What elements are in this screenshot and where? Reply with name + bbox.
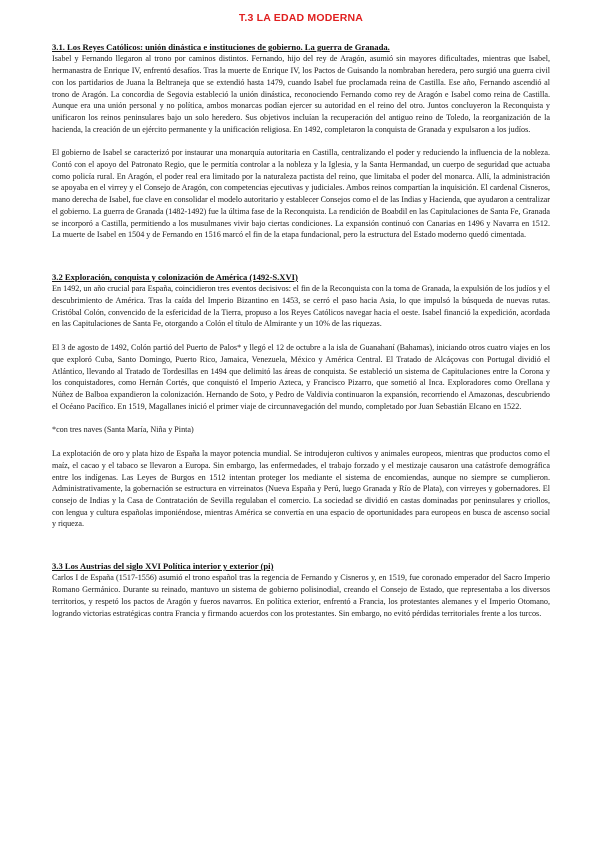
paragraph: El gobierno de Isabel se caracterizó por instaurar una monarquía autoritaria en Castilla, centralizando el poder y reduciendo la influencia de la nobleza. Contó con el apoyo del Patronato Regio, que le permitía controlar a la nobleza y la Iglesia, y la Santa Hermandad, un cuerpo de seguridad que actuaba como policía rural. En Aragón, el poder real era limitado por la naturaleza pactista del reino, que limitaba el poder del monarca. Allí, la administración se apoyaba en el virrey y el Consejo de Aragón, con competencias ejecutivas y judiciales. Ambos reinos compartían la inquisición. El cardenal Cisneros, mano derecha de Isabel, fue clave en consolidar el modelo autoritario y establecer Consejos como el de las Indias y Hacienda, que ayudaron a centralizar el gobierno. La guerra de Granada (1482-1492) fue la última fase de la Reconquista. La rendición de Boabdil en las Capitulaciones de Santa Fe, Granada se incorporó a Castilla, permitiendo a los musulmanes vivir bajo ciertas condiciones. La expansión continuó con Canarias en 1496 y Navarra en 1512. La muerte de Isabel en 1504 y de Fernando en 1516 marcó el fin de la etapa fundacional, pero la estructura del Estado moderno quedó cimentada.	[52, 148, 550, 240]
section-3-2	[52, 272, 550, 530]
page-title: T.3 LA EDAD MODERNA	[238, 12, 364, 24]
section-heading: 3.3 Los Austrias del siglo XVI Política interior y exterior (pi)	[52, 561, 274, 572]
section-heading: 3.1. Los Reyes Católicos: unión dinástica e instituciones de gobierno. La guerra de Granada.	[52, 42, 390, 52]
section-3-3	[52, 561, 550, 619]
paragraph: En 1492, un año crucial para España, coincidieron tres eventos decisivos: el fin de la Reconquista con la toma de Granada, la expulsión de los judíos y el descubrimiento de América. Tras la caída del Imperio Bizantino en 1453, se cerró el paso hacia Asia, lo que impulsó la búsqueda de nuevas rutas. Cristóbal Colón, convencido de la esfericidad de la Tierra, propuso a los Reyes Católicos navegar hacia el oeste. Isabel financió la expedición, acordada en las Capitulaciones de Santa Fe, otorgando a Colón el título de Almirante y un 10% de las riquezas.	[52, 284, 550, 329]
paragraph: Carlos I de España (1517-1556) asumió el trono español tras la regencia de Fernando y Cisneros y, en 1519, fue coronado emperador del Sacro Imperio Romano Germánico. Durante su reinado, mantuvo un sistema de gobierno polisinodial, creando el Consejo de Estado, que representaba a los diversos territorios, y respetó los pactos de Aragón y fueros navarros. En política exterior, enfrentó a Francia, los protestantes alemanes y el Imperio Otomano, logrando victorias estratégicas contra Francia y firmando acuerdos con los protestantes. Sin embargo, no evitó pérdidas territoriales frente a los turcos.	[52, 573, 550, 618]
paragraph: El 3 de agosto de 1492, Colón partió del Puerto de Palos* y llegó el 12 de octubre a la isla de Guanahaní (Bahamas), iniciando otros cuatro viajes en los que exploró Cuba, Santo Domingo, Puerto Rico, Jamaica, Venezuela, México y América Central. El Tratado de Alcáçovas con Portugal dividió el Atlántico, llevando al Tratado de Tordesillas en 1494 que delimitó las áreas de conquista. Se estableció un sistema de Capitulaciones entre la Corona y los conquistadores, como Hernán Cortés, que conquistó el Imperio Azteca, y Francisco Pizarro, que sometió al Inca. Exploradores como Orellana y Núñez de Balboa expandieron la colonización. Hernando de Soto, y Pedro de Valdivia continuaron la expansión, recorriendo el Amazonas, descubriendo el Océano Pacífico. En 1519, Magallanes inició el primer viaje de circunnavegación del mundo, completado por Juan Sebastián Elcano en 1522.	[52, 343, 550, 411]
paragraph: Isabel y Fernando llegaron al trono por caminos distintos. Fernando, hijo del rey de Aragón, asumió sin mayores dificultades, mientras que Isabel, hermanastra de Enrique IV, enfrentó desafíos. Tras la muerte de Enrique IV, los Pactos de Guisando la nombraban heredera, pero surgió una guerra civil con los partidarios de Juana la Beltraneja que se extendió hasta 1479, cuando Isabel fue proclamada reina de Castilla. Ese año, Fernando ascendió al trono de Aragón. La concordia de Segovia estableció la unión dinástica, reconociendo Fernando como rey de Aragón e Isabel como reina de Castilla. Aunque era una unión personal y no política, ambos monarcas podían ejercer su autoridad en el reino del otro. Juntos concluyeron la Reconquista y unificaron los reinos peninsulares bajo un solo heredero. Sus objetivos incluían la recuperación del antiguo reino de Toledo, la reorganización de la hacienda, la creación de un ejército permanente y la unificación religiosa. En 1492, completaron la conquista de Granada y expulsaron a los judíos.	[52, 54, 550, 134]
paragraph: La explotación de oro y plata hizo de España la mayor potencia mundial. Se introdujeron cultivos y animales europeos, mientras que productos como el maíz, el cacao y el tabaco se llevaron a Europa. Sin embargo, las enfermedades, el trabajo forzado y el mestizaje causaron una catástrofe demográfica entre los indígenas. Las Leyes de Burgos en 1512 intentan proteger los mediante el sistema de encomiendas, aunque no siempre se cumplieron. Administrativamente, la gobernación se estructura en virreinatos (Nueva España y Perú, luego Granada y Río de Plata), con virreyes y gobernadores. El consejo de Indias y la Casa de Contratación de Sevilla regulaban el comercio. La sociedad se dividió en castas dominadas por peninsulares y criollos, con lengua y cultura españolas imponiéndose, mientras América se convertía en una espacio de oportunidades para europeos en busca de ascenso social y riqueza.	[52, 449, 550, 529]
footnote: *con tres naves (Santa María, Niña y Pinta)	[52, 425, 194, 435]
section-heading: 3.2 Exploración, conquista y colonización de América (1492-S.XVI)	[52, 271, 298, 282]
section-3-1	[52, 42, 550, 241]
